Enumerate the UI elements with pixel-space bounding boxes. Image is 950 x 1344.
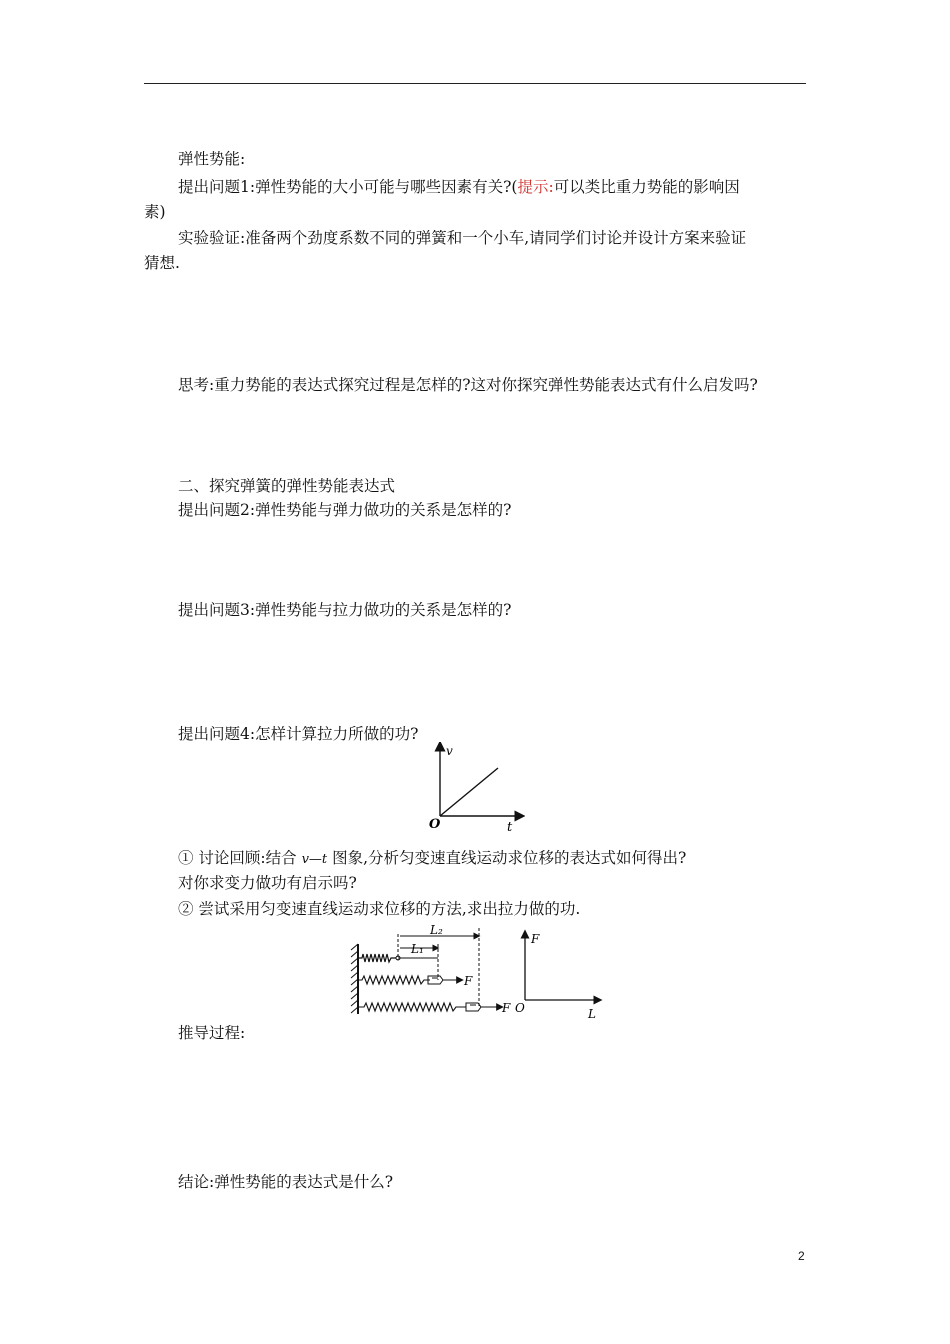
header-rule — [144, 83, 806, 84]
discussion-1-cont: 对你求变力做功有启示吗? — [178, 874, 357, 892]
label-l1: L₁ — [411, 942, 424, 956]
discussion-1 — [178, 847, 686, 871]
page-number: 2 — [798, 1249, 805, 1263]
question-2: 提出问题2:弹性势能与弹力做功的关系是怎样的? — [178, 501, 512, 519]
question-1-text: 提出问题1:弹性势能的大小可能与哪些因素有关?( — [178, 178, 518, 196]
spring-l1 — [358, 976, 430, 984]
elastic-heading: 弹性势能: — [178, 150, 246, 168]
spring-l2 — [358, 1003, 466, 1011]
fl-y-label: F — [531, 932, 540, 946]
vt-line — [440, 768, 498, 816]
experiment-text-cont: 猜想. — [144, 254, 180, 272]
discussion-2: ② 尝试采用匀变速直线运动求位移的方法,求出拉力做的功. — [178, 900, 581, 918]
spring-figure — [348, 922, 608, 1020]
question-1-cont: 素) — [144, 203, 166, 221]
vt-origin: O — [429, 817, 441, 832]
question-1-hint: 可以类比重力势能的影响因 — [553, 178, 740, 196]
discussion-1-text-b: 图象,分析匀变速直线运动求位移的表达式如何得出? — [327, 849, 687, 867]
label-l2: L₂ — [430, 923, 443, 937]
vt-x-label: t — [507, 820, 513, 834]
discussion-1-text: ① 讨论回顾:结合 — [178, 849, 302, 867]
fl-origin: O — [515, 1001, 525, 1015]
experiment-text: 实验验证:准备两个劲度系数不同的弹簧和一个小车,请同学们讨论并设计方案来验证 — [178, 229, 747, 247]
hint-label: 提示: — [517, 178, 554, 196]
question-4: 提出问题4:怎样计算拉力所做的功? — [178, 725, 419, 743]
vt-symbol: v—t — [301, 852, 328, 867]
fl-x-label: L — [588, 1007, 596, 1020]
force-label-2: F — [502, 1001, 511, 1015]
think-text: 思考:重力势能的表达式探究过程是怎样的?这对你探究弹性势能表达式有什么启发吗? — [178, 376, 758, 394]
vt-graph — [420, 742, 525, 834]
derivation-label: 推导过程: — [178, 1024, 246, 1042]
question-3: 提出问题3:弹性势能与拉力做功的关系是怎样的? — [178, 601, 512, 619]
hand-1 — [428, 976, 443, 984]
section-2-heading: 二、探究弹簧的弹性势能表达式 — [178, 477, 396, 495]
conclusion-question: 结论:弹性势能的表达式是什么? — [178, 1173, 394, 1191]
spring-natural — [358, 954, 396, 962]
wall — [351, 944, 358, 1014]
question-1 — [178, 176, 740, 198]
vt-y-label: v — [446, 744, 453, 758]
force-label-1: F — [464, 974, 473, 988]
